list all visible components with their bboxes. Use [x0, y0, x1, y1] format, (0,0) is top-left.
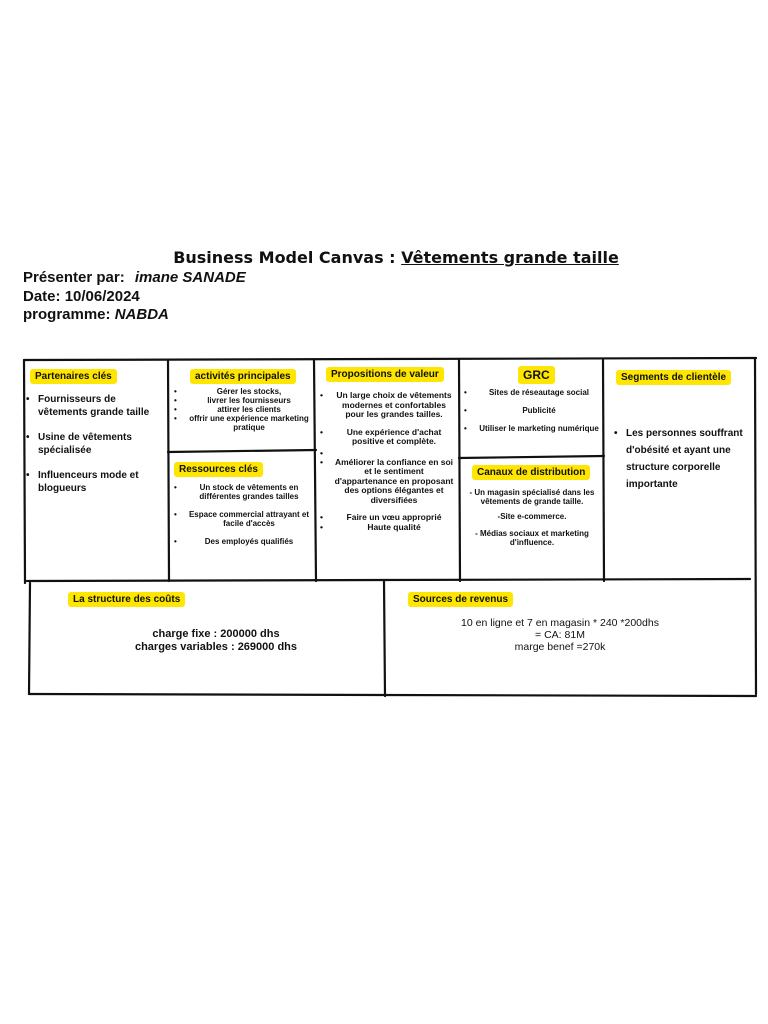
grid-bottom-divider — [384, 581, 385, 696]
value-list — [318, 391, 456, 532]
channels-item: -Site e-commerce. — [497, 512, 567, 521]
resources-list — [172, 483, 312, 546]
activities-item: • attirer les clients — [186, 405, 312, 414]
value-item: • Faire un vœu approprié — [332, 513, 456, 523]
activities-title: activités principales — [190, 369, 296, 384]
costs-title: La structure des coûts — [68, 592, 185, 607]
grid-bottom-border — [29, 694, 756, 696]
grid-divider-3 — [459, 360, 460, 581]
costs-body — [86, 628, 346, 654]
costs-line: charges variables : 269000 dhs — [134, 641, 298, 653]
channels-title: Canaux de distribution — [472, 465, 590, 480]
segments-item: • Les personnes souffrant d'obésité et ayant une structure corporelle importante — [626, 425, 754, 493]
resources-item: • Un stock de vêtements en différentes grandes tailles — [186, 483, 312, 501]
activities-item: • Gérer les stocks, — [186, 387, 312, 396]
grc-item: • Sites de réseautage social — [476, 388, 602, 397]
channels-item: - Un magasin spécialisé dans les vêtements de grande taille. — [469, 488, 595, 506]
grid-divider-1 — [168, 360, 169, 581]
title-prefix: Business Model Canvas : — [173, 248, 402, 267]
revenue-body — [410, 617, 710, 653]
activities-list — [172, 387, 312, 432]
grid-top-border — [24, 358, 756, 360]
channels-item: - Médias sociaux et marketing d'influence. — [475, 529, 589, 547]
partners-item: • Fournisseurs de vêtements grande taille — [38, 393, 164, 419]
grid-grc-split — [459, 456, 604, 458]
value-item: • Améliorer la confiance en soi et le sentiment d'appartenance en proposant des options élégantes et diversifiées — [332, 458, 456, 506]
presenter-label: Présenter par: — [23, 269, 125, 286]
date-value: 10/06/2024 — [64, 288, 140, 305]
revenue-line: = CA: 81M — [535, 629, 585, 641]
value-item: • Un large choix de vêtements modernes et confortables pour les grandes tailles. — [332, 391, 456, 420]
partners-list — [24, 393, 164, 495]
grid-divider-2 — [314, 360, 316, 581]
segments-list — [612, 425, 754, 493]
costs-line: charge fixe : 200000 dhs — [152, 628, 280, 640]
value-item: • Haute qualité — [332, 523, 456, 533]
grid-right-border — [755, 358, 756, 694]
grid-activities-split — [168, 450, 316, 452]
grid-mid-line — [27, 579, 750, 581]
grc-item: • Publicité — [476, 406, 602, 415]
resources-item: • Espace commercial attrayant et facile d'accès — [186, 510, 312, 528]
value-title: Propositions de valeur — [326, 367, 444, 382]
partners-item: • Influenceurs mode et blogueurs — [38, 469, 164, 495]
title-subject: Vêtements grande taille — [401, 248, 619, 267]
grid-left-border-lower — [29, 583, 30, 694]
revenue-title: Sources de revenus — [408, 592, 513, 607]
partners-title: Partenaires clés — [30, 369, 117, 384]
program-label: programme: — [23, 306, 111, 323]
partners-item: • Usine de vêtements spécialisée — [38, 431, 164, 457]
resources-title: Ressources clés — [174, 462, 263, 477]
grc-title: GRC — [518, 366, 555, 384]
revenue-line: 10 en ligne et 7 en magasin * 240 *200dhs — [461, 617, 659, 629]
activities-item: • livrer les fournisseurs — [186, 396, 312, 405]
segments-title: Segments de clientèle — [616, 370, 731, 385]
channels-list — [462, 488, 602, 547]
date-label: Date: — [23, 288, 61, 305]
revenue-line: marge benef =270k — [514, 641, 606, 653]
activities-item: • offrir une expérience marketing pratique — [186, 414, 312, 432]
grid-divider-4 — [603, 360, 604, 581]
presenter-name: imane SANADE — [134, 269, 246, 286]
grc-item: • Utiliser le marketing numérique — [476, 424, 602, 433]
grc-list — [462, 388, 602, 433]
value-item: • Une expérience d'achat positive et complète. — [332, 428, 456, 447]
program-value: NABDA — [114, 306, 169, 323]
resources-item: • Des employés qualifiés — [186, 537, 312, 546]
